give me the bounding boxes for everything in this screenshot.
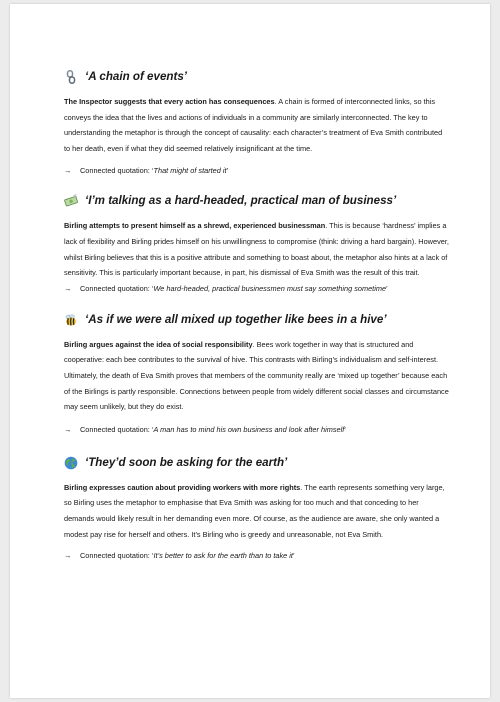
arrow-icon: →: [64, 424, 72, 434]
lead-sentence: Birling expresses caution about providing workers with more rights: [64, 482, 301, 492]
heading-text: ‘I’m talking as a hard-headed, practical man of business’: [85, 194, 397, 208]
section-hard-headed-businessman: [64, 192, 450, 294]
section-heading: [64, 68, 450, 86]
quote-suffix: ’: [226, 166, 229, 176]
connected-quotation: [64, 424, 450, 436]
connected-quotation: [64, 165, 450, 177]
quote-suffix: ’: [344, 424, 346, 434]
body-text: . Bees work together in way that is structured and cooperative: each bee contributes to the survival of hive. This contrasts with Birling’s individualism and self-interest. Ultimately, the death of Eva Smith proves that members of the community really are ‘mixed up together’ because each of the Birlings is partly responsible. Connections between people from widely different social classes and circumstance may seem unlikely, but they do exist.: [64, 339, 449, 412]
bee-icon: [64, 313, 78, 327]
connected-quotation: [64, 283, 450, 295]
quote-text: That might of started it: [153, 166, 227, 176]
section-paragraph: [64, 218, 450, 280]
section-asking-for-the-earth: [64, 454, 450, 562]
body-text: . A chain is formed of interconnected links, so this conveys the idea that the lives and actions of individuals in a community are similarly interconnected. The key to understanding the metaphor is through the concept of causality: each character’s treatment of Eva Smith contributed to her death, even if what they did seemed relatively insignificant at the time.: [64, 97, 443, 153]
heading-text: ‘They’d soon be asking for the earth’: [85, 455, 288, 469]
quote-prefix: Connected quotation: ‘: [80, 551, 154, 561]
quote-text: A man has to mind his own business and look after himself: [153, 424, 345, 434]
section-chain-of-events: [64, 68, 450, 177]
arrow-icon: →: [64, 551, 72, 561]
quote-prefix: Connected quotation: ‘: [80, 424, 154, 434]
heading-text: ‘A chain of events’: [85, 70, 188, 83]
chain-link-icon: [64, 70, 78, 84]
document-page: [10, 4, 490, 698]
arrow-icon: →: [64, 166, 72, 176]
section-heading: [64, 454, 450, 472]
body-text: . This is because ‘hardness’ implies a lack of flexibility and Birling prides himself on his unwillingness to compromise (think: driving a hard bargain). However, whilst Birling believes that this is a positive attribute and something to boast about, the metaphor also hints at a lack of sensitivity. This is particularly important because, in part, his dismissal of Eva Smith was the result of this trait.: [64, 221, 449, 278]
section-heading: [64, 311, 450, 329]
quote-suffix: ’: [292, 551, 295, 561]
section-heading: [64, 192, 450, 210]
body-text: . The earth represents something very large, so Birling uses the metaphor to emphasise that Eva Smith was asking for too much and that conceding to her demands would likely result in her demanding even more. Of course, as the audience are aware, she only wanted a modest pay rise for herself and others. It’s Birling who is greedy and unreasonable, not Eva Smith.: [64, 482, 445, 539]
section-paragraph: [64, 480, 450, 542]
globe-icon: [64, 456, 78, 470]
section-paragraph: [64, 94, 450, 156]
connected-quotation: [64, 550, 450, 562]
section-bees-in-a-hive: [64, 311, 450, 436]
arrow-icon: →: [64, 283, 72, 293]
heading-text: ‘As if we were all mixed up together like bees in a hive’: [85, 312, 387, 326]
lead-sentence: The Inspector suggests that every action has consequences: [64, 97, 275, 106]
quote-suffix: ’: [386, 283, 388, 293]
quote-text: We hard-headed, practical businessmen must say something sometime: [153, 283, 387, 293]
money-icon: [64, 194, 78, 208]
lead-sentence: Birling argues against the idea of social responsibility: [64, 339, 253, 349]
document-content: [64, 68, 450, 562]
quote-prefix: Connected quotation: ‘: [80, 166, 154, 176]
lead-sentence: Birling attempts to present himself as a shrewd, experienced businessman: [64, 221, 326, 231]
quote-text: It’s better to ask for the earth than to take it: [153, 551, 293, 561]
section-paragraph: [64, 337, 450, 415]
quote-prefix: Connected quotation: ‘: [80, 283, 154, 293]
